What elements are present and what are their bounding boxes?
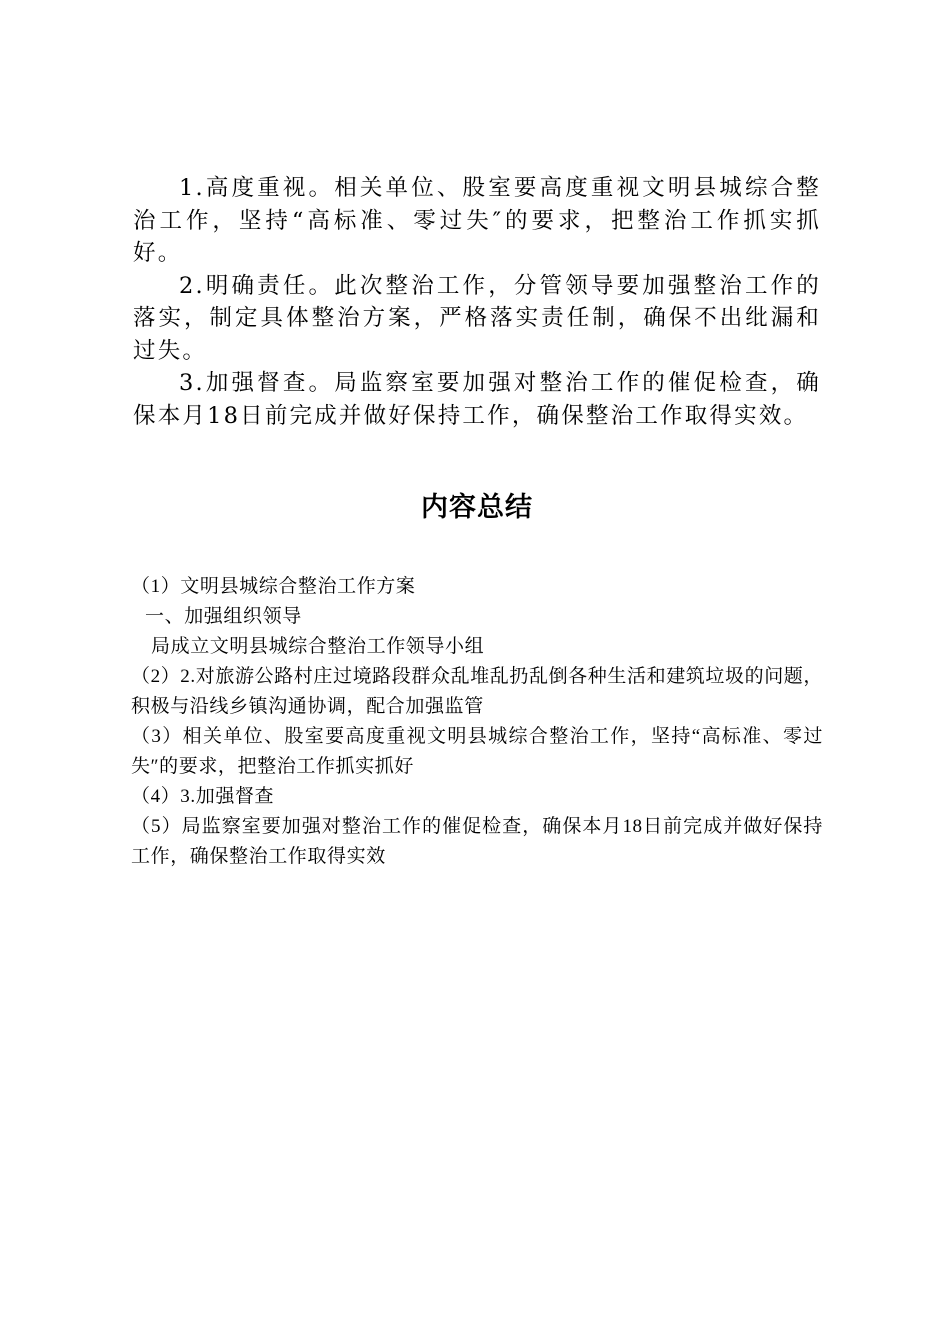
summary-line: （4）3.加强督查 [131, 786, 275, 807]
summary-line: （1）文明县城综合整治工作方案 [131, 576, 416, 597]
summary-line: 局成立文明县城综合整治工作领导小组 [151, 636, 485, 657]
summary-line: 一、加强组织领导 [145, 606, 302, 627]
paragraph-clarify-responsibility: 2.明确责任。此次整治工作，分管领导要加强整治工作的落实，制定具体整治方案，严格落实责任制，确保不出纰漏和过失。 [133, 272, 821, 364]
summary-line: （3）相关单位、股室要高度重视文明县城综合整治工作，坚持“高标准、零过失″的要求，把整治工作抓实抓好 [131, 726, 823, 777]
paragraph-strengthen-supervision: 3.加强督查。局监察室要加强对整治工作的催促检查，确保本月18日前完成并做好保持工作，确保整治工作取得实效。 [133, 370, 821, 429]
summary-line: （2）2.对旅游公路村庄过境路段群众乱堆乱扔乱倒各种生活和建筑垃圾的问题，积极与沿线乡镇沟通协调，配合加强监管 [131, 666, 823, 717]
summary-section [131, 572, 823, 872]
paragraph-high-attention: 1.高度重视。相关单位、股室要高度重视文明县城综合整治工作，坚持“高标准、零过失″的要求，把整治工作抓实抓好。 [133, 175, 821, 266]
summary-title: 内容总结 [421, 492, 533, 523]
document-page [131, 172, 823, 867]
summary-line: （5）局监察室要加强对整治工作的催促检查，确保本月18日前完成并做好保持工作，确保整治工作取得实效 [131, 816, 823, 867]
